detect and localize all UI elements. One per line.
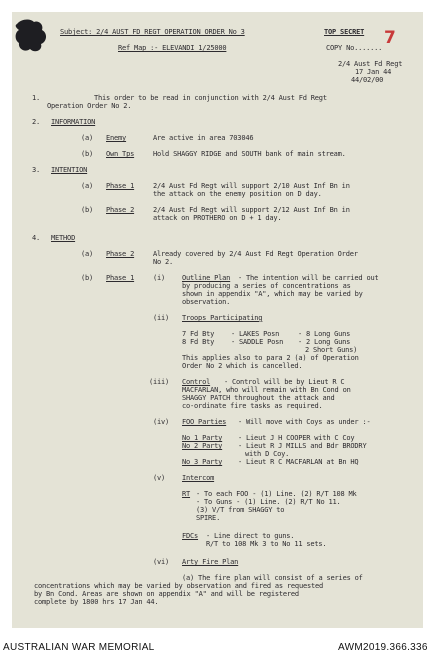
- intent-b-letter: (b): [81, 206, 94, 214]
- method-a-letter: (a): [81, 250, 94, 258]
- control-line-4: co-ordinate fire tasks as required.: [182, 402, 323, 410]
- rt-line-2: - To Guns - (1) Line. (2) R/T No 11.: [196, 498, 341, 506]
- fire-plan-line-1: (a) The fire plan will consist of a series of: [182, 574, 363, 582]
- outline-plan-label: Outline Plan: [182, 274, 231, 282]
- footer-accession-number: AWM2019.366.336: [338, 642, 428, 653]
- method-phase-2-line-1: Already covered by 2/4 Aust Fd Regt Operation Order: [153, 250, 358, 258]
- top-secret-marking: TOP SECRET: [324, 28, 365, 36]
- control-label: Control: [182, 378, 211, 386]
- outline-line-4: observation.: [182, 298, 231, 306]
- intent-a-line-1: 2/4 Aust Fd Regt will support 2/10 Aust Inf Bn in: [153, 182, 350, 190]
- party-1-label: No 1 Party: [182, 434, 223, 442]
- para-2-number: 2.: [32, 118, 41, 126]
- subject-line: Subject: 2/4 AUST FD REGT OPERATION ORDER No 3: [60, 28, 245, 36]
- info-a-text: Are active in area 703046: [153, 134, 254, 142]
- method-b-letter: (b): [81, 274, 94, 282]
- troops-row-1-posn: - LAKES Posn: [231, 330, 280, 338]
- para-1-number: 1.: [32, 94, 41, 102]
- intercom-label: Intercom: [182, 474, 215, 482]
- fdcs-line-2: R/T to 108 Mk 3 to No 11 sets.: [206, 540, 327, 548]
- fire-plan-line-2: concentrations which may be varied by observation and fired as requested: [34, 582, 324, 590]
- copy-number: COPY No.......: [326, 44, 383, 52]
- rt-line-1: - To each FOO - (1) Line. (2) R/T 108 Mk: [196, 490, 357, 498]
- archive-footer: [0, 628, 433, 653]
- party-1-line-1: - Lieut J H COOPER with C Coy: [238, 434, 355, 442]
- method-phase-2-line-2: No 2.: [153, 258, 174, 266]
- outline-line-1: - The intention will be carried out: [238, 274, 379, 282]
- info-b-text: Hold SHAGGY RIDGE and SOUTH bank of main stream.: [153, 150, 346, 158]
- ref-map: Ref Map :- ELEVANDI 1/25000: [118, 44, 227, 52]
- fop-text: - Will move with Coys as under :-: [238, 418, 371, 426]
- outline-line-2: by producing a series of concentrations as: [182, 282, 351, 290]
- footer-institution: AUSTRALIAN WAR MEMORIAL: [3, 642, 155, 653]
- rt-label: RT: [182, 490, 191, 498]
- information-heading: INFORMATION: [51, 118, 96, 126]
- party-2-line-1: - Lieut R J MILLS and Bdr BRODRY: [238, 442, 367, 450]
- fire-plan-label: Arty Fire Plan: [182, 558, 239, 566]
- para-4-number: 4.: [32, 234, 41, 242]
- troops-row-3-guns: 2 Short Guns): [305, 346, 358, 354]
- document-reference: 44/02/00: [351, 76, 384, 84]
- fire-plan-line-3: by Bn Cond. Areas are shown on appendix "A" and will be registered: [34, 590, 299, 598]
- control-line-1: - Control will be by Lieut R C: [224, 378, 345, 386]
- handwritten-copy-number: 7: [384, 28, 396, 48]
- document-page: [12, 12, 423, 628]
- outline-num: (i): [153, 274, 166, 282]
- party-2-label: No 2 Party: [182, 442, 223, 450]
- intent-b-line-1: 2/4 Aust Fd Regt will support 2/12 Aust Inf Bn in: [153, 206, 350, 214]
- para-1-line-2: Operation Order No 2.: [47, 102, 132, 110]
- control-line-2: MACFARLAN, who will remain with Bn Cond on: [182, 386, 351, 394]
- outline-line-3: shown in appendix "A", which may be varied by: [182, 290, 363, 298]
- intent-b-line-2: attack on PROTHERO on D + 1 day.: [153, 214, 282, 222]
- unit-name: 2/4 Aust Fd Regt: [338, 60, 403, 68]
- troops-row-1-guns: - 8 Long Guns: [298, 330, 351, 338]
- troops-row-2-guns: - 2 Long Guns: [298, 338, 351, 346]
- party-2-line-2: with D Coy.: [245, 450, 290, 458]
- rt-line-3: (3) V/T from SHAGGY to: [196, 506, 285, 514]
- troops-row-2-bty: 8 Fd Bty: [182, 338, 215, 346]
- rt-line-4: SPIRE.: [196, 514, 221, 522]
- intent-b-label: Phase 2: [106, 206, 135, 214]
- troops-num: (ii): [153, 314, 170, 322]
- party-3-label: No 3 Party: [182, 458, 223, 466]
- troops-row-1-bty: 7 Fd Bty: [182, 330, 215, 338]
- intercom-num: (v): [153, 474, 166, 482]
- method-phase-1-label: Phase 1: [106, 274, 135, 282]
- info-a-letter: (a): [81, 134, 94, 142]
- info-b-letter: (b): [81, 150, 94, 158]
- fire-plan-num: (vi): [153, 558, 170, 566]
- troops-row-2-posn: - SADDLE Posn: [231, 338, 284, 346]
- fdcs-line-1: - Line direct to guns.: [206, 532, 295, 540]
- control-line-3: SHAGGY PATCH throughout the attack and: [182, 394, 335, 402]
- fop-num: (iv): [153, 418, 170, 426]
- ink-blot: [15, 18, 49, 54]
- intent-a-letter: (a): [81, 182, 94, 190]
- fop-label: FOO Parties: [182, 418, 227, 426]
- troops-line-2: Order No 2 which is cancelled.: [182, 362, 303, 370]
- intention-heading: INTENTION: [51, 166, 88, 174]
- para-1-line-1: This order to be read in conjunction with 2/4 Aust Fd Regt: [94, 94, 327, 102]
- intent-a-line-2: the attack on the enemy position on D day.: [153, 190, 322, 198]
- info-a-label: Enemy: [106, 134, 127, 142]
- party-3-line-1: - Lieut R C MACFARLAN at Bn HQ: [238, 458, 359, 466]
- fire-plan-line-4: complete by 1800 hrs 17 Jan 44.: [34, 598, 159, 606]
- fdcs-label: FDCs: [182, 532, 199, 540]
- document-date: 17 Jan 44: [355, 68, 392, 76]
- troops-label: Troops Participating: [182, 314, 263, 322]
- intent-a-label: Phase 1: [106, 182, 135, 190]
- method-heading: METHOD: [51, 234, 76, 242]
- control-num: (iii): [149, 378, 170, 386]
- troops-line-1: This applies also to para 2 (a) of Operation: [182, 354, 359, 362]
- method-phase-2-label: Phase 2: [106, 250, 135, 258]
- info-b-label: Own Tps: [106, 150, 135, 158]
- para-3-number: 3.: [32, 166, 41, 174]
